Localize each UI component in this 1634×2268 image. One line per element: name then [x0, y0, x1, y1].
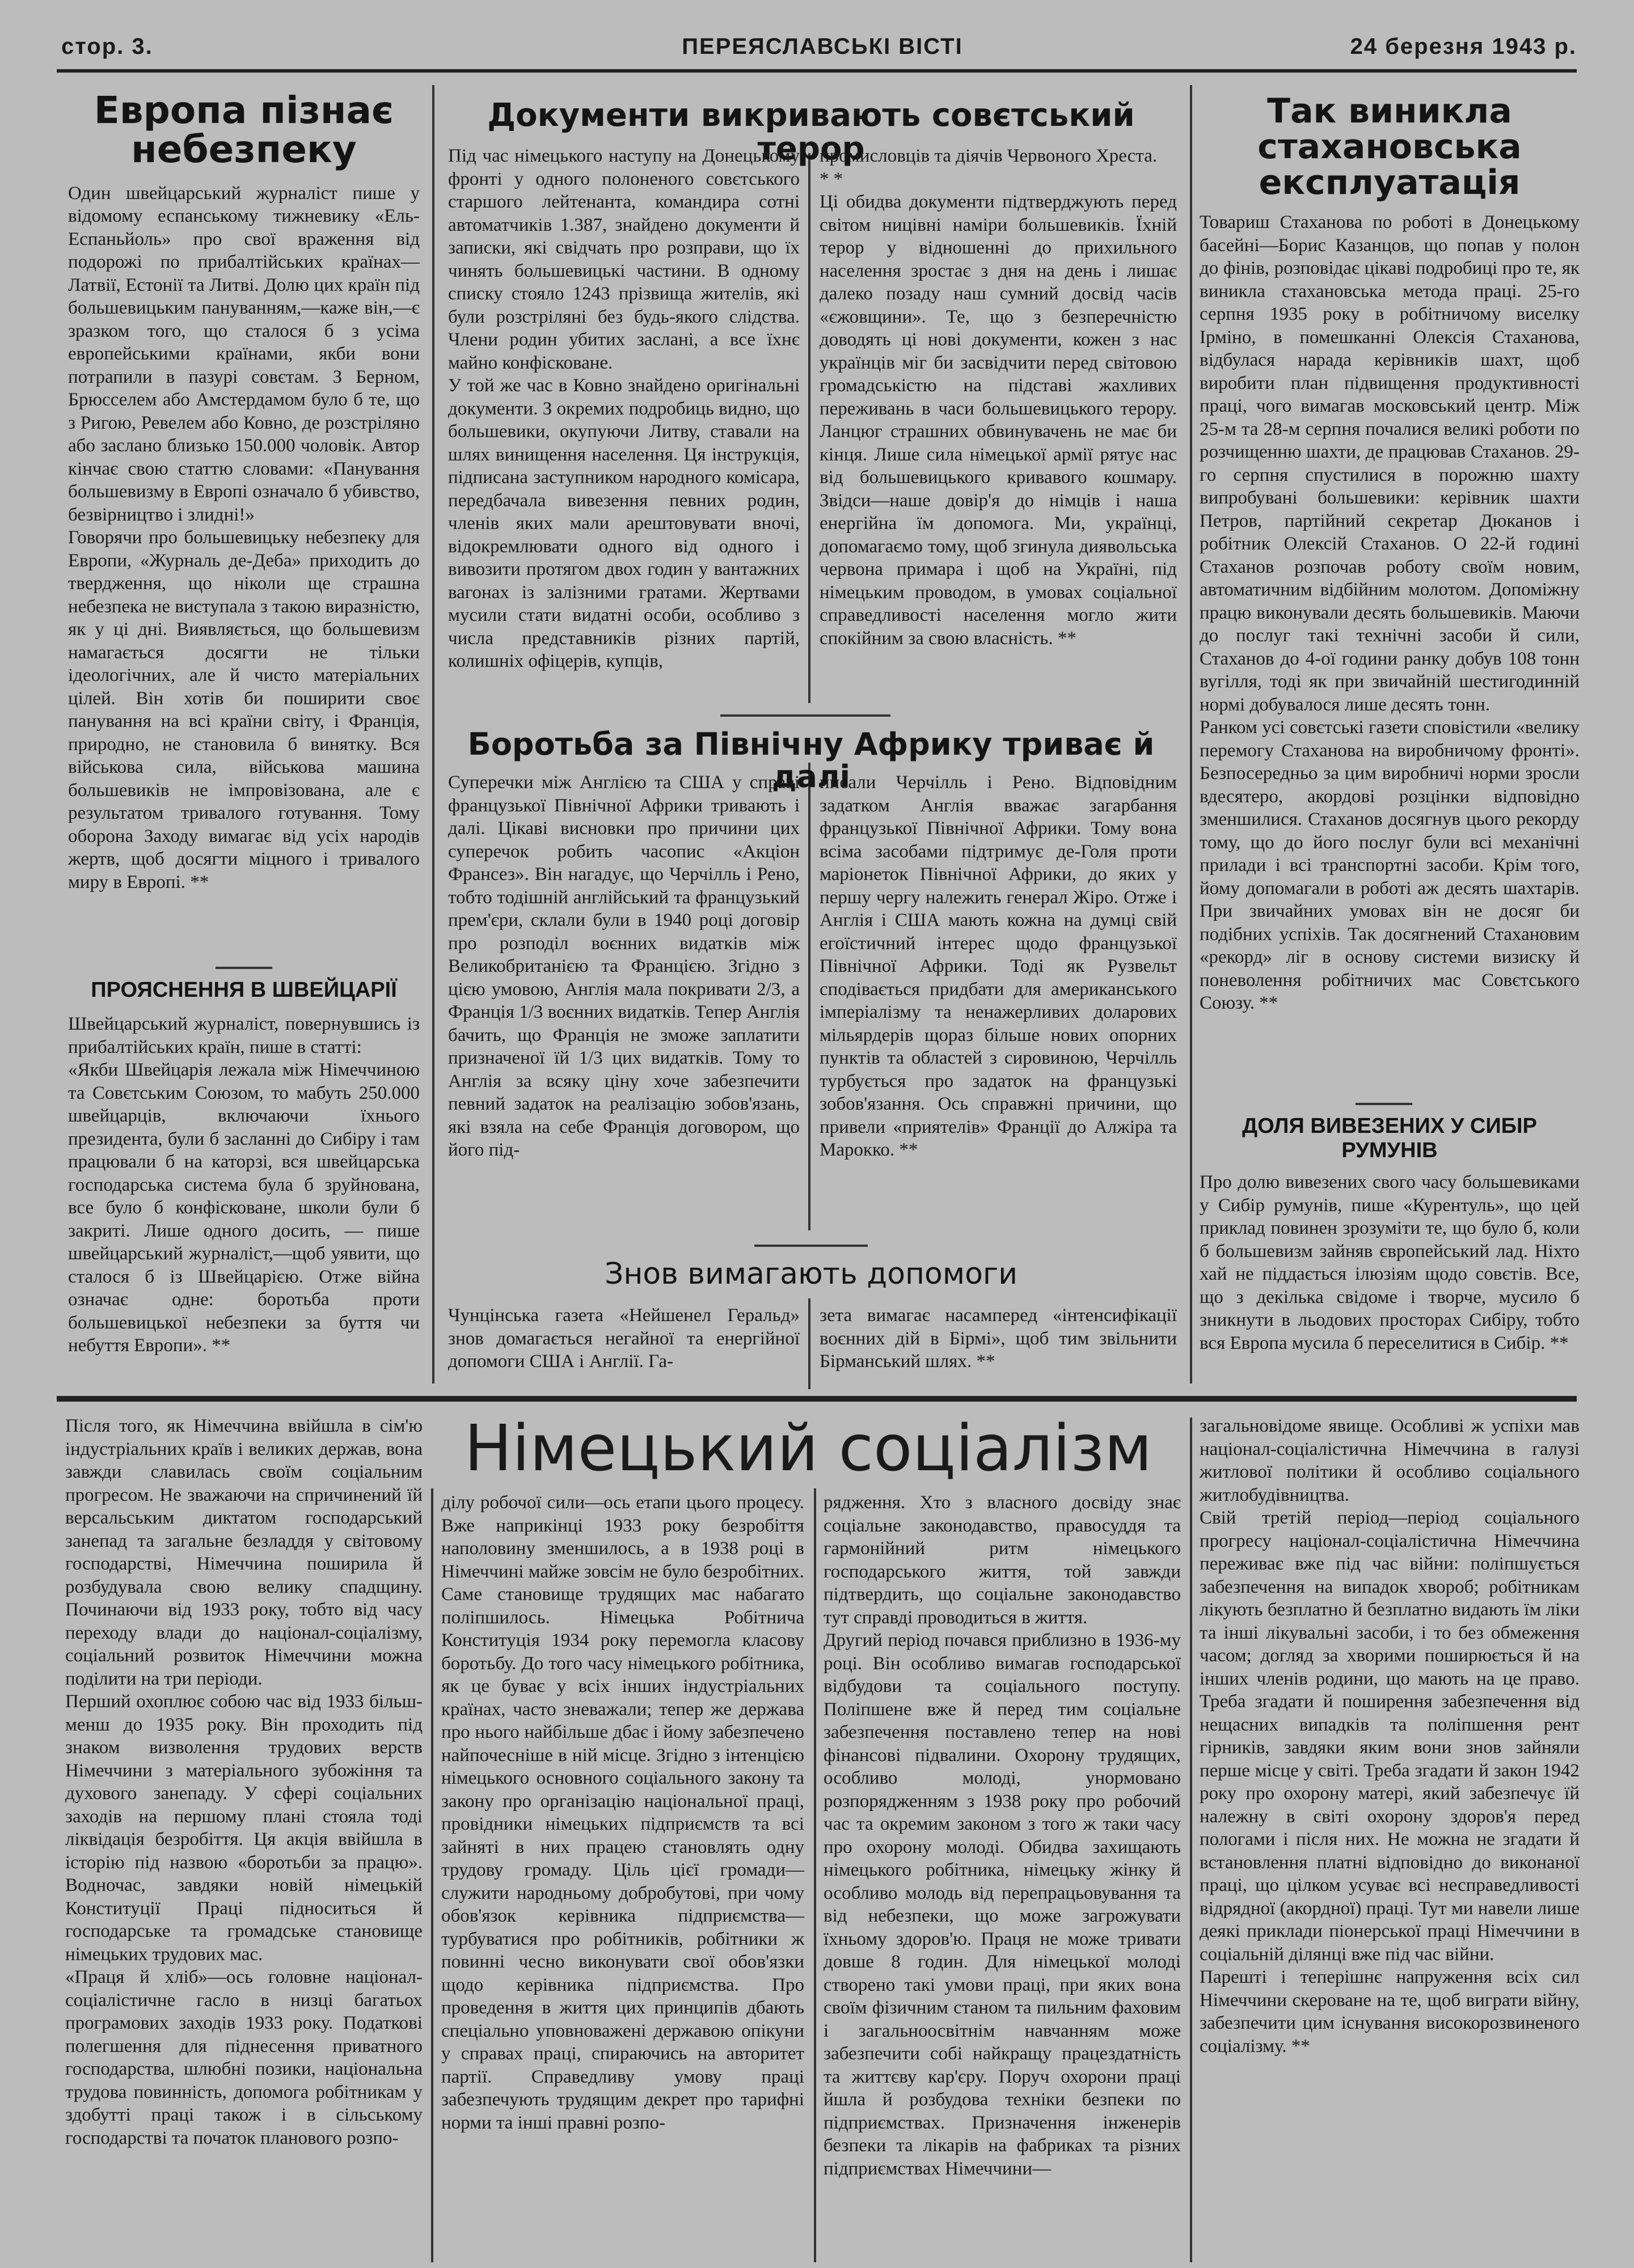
column-rule: [808, 153, 810, 703]
headline-europe: Европа пізнає небезпеку: [94, 88, 394, 172]
column-rule: [1190, 85, 1192, 1383]
headline-north-africa: Боротьба за Північну Африку триває й далі: [467, 726, 1155, 794]
article-body: рядження. Хто з власного досвіду знає соціальне законодавство, правосуддя та гармонійний ритм німецького господарського життя, той завжди підтвердить, що соціальне законодавство тут справді проводиться в життя. Другий період почався приблизно в 1936-му році. Він особливо вимагав господарської відбудови та соціального поступу. Поліпшене вже й перед тим соціальне забезпечення поставлено тепер на нові фінансові підвалини. Охорону трудящих, особливо молоді, унормовано розпорядженням з 1938 року про робочий час та окремим законом з того ж таки часу про охорону молоді. Обидва захищають німецького робітника, німецьку жінку й особливо молодь від перепрацьовування та від небезпеки, що може загрожувати їхньому здоров'ю. Праця не може тривати довше 8 годин. Для німецької молоді створено такі умови праці, при яких вона своїм фізичним станом та пильним фаховим і загальноосвітнім навчанням може забезпечити собі найкращу працездатність та життєву кар'єру. Поруч охорони праці йшла й розбудова техніки безпеки по підприємствах. Призначення інженерів безпеки та лікарів на фабриках та різних підприємствах Німеччини—: [824, 1492, 1181, 2179]
article-body: Про долю вивезених свого часу большевиками у Сибір румунів, пише «Курентуль», що цей приклад повинен зрозуміти те, що було б, коли б большевизм зайняв європейський лад. Ніхто хай не піддається ілюзіям щодо совєтів. Все, що з декілька свідоме і творче, мусило б зникнути в льодових просторах Сибіру, тобто вся Европа мусила б переселитися в Сибір. **: [1200, 1172, 1580, 1353]
article-europe: [68, 88, 420, 894]
headline-german-socialism: Німецький соціалізм: [464, 1412, 1152, 1486]
column-rule: [808, 763, 810, 1230]
article-body: Під час німецького наступу на Донецькому фронті у одного полоненого совєтського старшого лейтенанта, командира сотні автоматчиків 1.387, знайдено документи й записки, які свідчать про розправи, що їх чинять большевицькі частини. В одному списку стояло 1243 прізвища жителів, які були розстріляні без будь-якого слідства. Члени родин убитих заслані, а все їхнє майно конфісковане. У той же час в Ковно знайдено оригінальні документи. З окремих подробиць видно, що большевики, окупуючи Литву, ставали на шлях винищення населення. Ця інструкція, підписана заступником народного комісара, передбачала вивезення певних родин, членів яких мали арештовувати вночі, відокремлювати одного від одного і вивозити протягом двох годин у вантажних вагонах із залізними гратами. Жертвами мусили стати видатні особи, особливо з числа представників різних партій, колишніх офіцерів, купців,: [448, 146, 800, 671]
column-rule: [814, 1488, 816, 2262]
column-rule: [432, 85, 434, 1383]
headline-help: Знов вимагають допомоги: [604, 1257, 1018, 1291]
article-stakhanov: [1200, 91, 1580, 1015]
article-body: загальновідоме явище. Особливі ж успіхи мав націонал-соціалістична Німеччина в галузі житлової політики й особливо соціального житлобудівництва. Свій третій період—період соціального прогресу націонал-соціалістична Німеччина переживає вже під час війни: поліпшується забезпечення на випадок хвороб; робітникам лікують безплатно й безплатно видають їм ліки та інші лікувальні засоби, і то без обмеження часом; догляд за хворими поширюється й на інших членів родини, що мають на це право. Треба згадати й поширення забезпечення від нещасних випадків та поліпшення рент гірників, завдяки яким вони знов зайняли перше місце у світі. Треба згадати й закон 1942 року про охорону матері, який забезпечує їй належну в світі охорону здоров'я перед пологами і після них. Не можна не згадати й встановлення платні відповідно до виконаної праці, що цілком усуває всі несправедливості відрядної (акордної) праці. Тут ми навели лише деякі приклади піонерської праці Німеччини в соціальній ділянці вже під час війни. Парешті і теперішнє напруження всіх сил Німеччини скероване на те, щоб виграти війну, забезпечити цим існування високорозвиненого соціалізму. **: [1200, 1416, 1580, 2057]
article-body: писали Черчілль і Рено. Відповідним задатком Англія вважає загарбання французької Північної Африки. Тому вона всіма засобами підтримує де-Голя проти маріонеток Північної Африки, до яких у першу чергу належить генерал Жіро. Отже і Англія і США мають кожна на думці свій егоїстичний інтерес щодо французької Північної Африки. Тоді як Рузвельт сподівається придбати для американського імперіалізму та ненажерливих доларових мільярдерів щораз більше нових опорних пунктів та областей з сировиною, Черчілль турбується про задаток на французькі зобов'язання. Ось справжні причини, що привели «приятелів» Франції до Алжіра та Марокко. **: [820, 772, 1177, 1160]
subhead-romanians: ДОЛЯ ВИВЕЗЕНИХ У СИБІР РУМУНІВ: [1242, 1114, 1537, 1162]
article-romanians: [1200, 1114, 1580, 1355]
article-body: Швейцарський журналіст, повернувшись із прибалтійських країн, пише в статті: «Якби Швейцарія лежала між Німеччиною та Совєтським Союзом, то мабуть 250.000 швейцарців, включаючи їхнього президента, були б засланні до Сибіру і там працювали б на каторзі, вся швейцарська господарська система була б зруйнована, все було б конфісковане, школи були б закриті. Лише одного досить, — пише швейцарський журналіст,—щоб уявити, що сталося б із Швейцарією. Отже війна означає одне: боротьба проти большевицької небезпеки за буття чи небуття Европи». **: [68, 1014, 420, 1356]
article-body: ділу робочої сили—ось етапи цього процесу. Вже наприкінці 1933 року безробіття наполовину зменшилось, а в 1938 році в Німеччині майже зовсім не було безробітних. Саме становище трудящих мас набагато поліпшилось. Німецька Робітнича Конституція 1934 року перемогла класову боротьбу. До того часу німецького робітника, як це буває у всіх інших індустріальних країнах, часто зневажали; тепер же держава про нього найбільше дбає і йому забезпечено найпочесніше в ній місце. Згідно з інтенцією німецького основного соціального закону та закону про організацію національної праці, провідники німецьких підприємств та всі зайняті в них працею становлять одну трудову громаду. Ціль цієї громади—служити народньому добробутові, при чому обов'язок керівника підприємства—турбуватися про робітників, робітники ж повинні чесно виконувати свої обов'язки щодо керівника підприємства. Про проведення в життя цих принципів дбають спеціально уповноважені державою опікуни у справах праці, спираючись на авторитет партії. Справедливу умову праці забезпечують трудящим декрет про тарифні норми та інші правні розпо-: [441, 1492, 804, 2133]
headline-stakhanov: Так виникла стахановська експлуатація: [1257, 91, 1522, 202]
issue-date: 24 березня 1943 р.: [1350, 34, 1577, 59]
article-body: Чунцінська газета «Нейшенел Геральд» знов домагається негайної та енергійної допомоги США і Англії. Га-: [448, 1305, 800, 1372]
article-body: зета вимагає насамперед «інтенсифікації воєнних дій в Бірмі», щоб тим звільнити Бірманський шлях. **: [820, 1305, 1177, 1372]
separator: [720, 714, 890, 717]
newspaper-name: ПЕРЕЯСЛАВСЬКІ ВІСТІ: [682, 34, 963, 59]
article-body: Суперечки між Англією та США у справі французької Північної Африки тривають і далі. Цікаві висновки про причини цих суперечок робить часопис «Акціон Франсез». Він нагадує, що Черчілль і Рено, тобто тодішній англійський та французький прем'єри, склали були в 1940 році договір про розподіл воєнних видатків між Великобританією та Францією. Згідно з цією умовою, Англія мала покривати 2/3, а Франція 1/3 воєнних видатків. Тепер Англія бачить, що Франція не зможе заплатити призначеної їй 1/3 цих видатків. Тому то Англія за всяку ціну хоче забезпечити певний задаток на реалізацію зобов'язань, які взяла на себе Франція договором, що його під-: [448, 772, 800, 1160]
article-body: промисловців та діячів Червоного Хреста. * * Ці обидва документи підтверджують перед світом ницівні наміри большевиків. Їхній терор у відношенні до прихильного населення зростає з дня на день і лишає далеко позаду наш сумний досвід часів «єжовщини». Те, що з безперечністю доводять ці нові документи, кожен з нас українців міг би засвідчити перед світовою громадськістю на підставі жахливих переживань в часи большевицького терору. Ланцюг страшних обвинувачень не має би кінця. Лише сила німецької армії рятує нас від большевицького кривавого кошмару. Звідси—наше довір'я до німців і наша енергійна їм допомога. Ми, українці, допомагаємо тому, щоб згинула диявольська червона примара і щоб на Україні, під німецьким проводом, в умовах соціальної справедливості населення могло жити спокійним за свою власність. **: [820, 146, 1177, 649]
masthead-rule: [57, 69, 1577, 73]
column-rule: [1190, 1417, 1192, 2262]
separator: [216, 967, 272, 969]
headline-documents: Документи викривають совєтський терор: [487, 97, 1135, 167]
article-body: Один швейцарський журналіст пише у відомому еспанському тижневику «Ель-Еспаньйоль» про свої враження від подорожі по прибалтійських країнах—Латвії, Естонії та Литві. Долю цих країн під большевицьким пануванням,—каже він,—є зразком того, що сталося б з усіма европейськими країнами, якби вони потрапили в пазурі совєтам. З Берном, Брюсселем або Амстердамом було б те, що з Ригою, Ревелем або Ковно, де розстріляно або заслано близько 150.000 чоловік. Автор кінчає свою статтю словами: «Панування большевизму в Европі означало б убивство, безвірництво і злидні!» Говорячи про большевицьку небезпеку для Европи, «Журналь де-Деба» приходить до твердження, що ніколи ще страшна небезпека не виступала з такою виразністю, як у ці дні. Виявляється, що большевизм намагається досягти не тільки ідеологічних, але й чисто матеріальних цілей. Він хотів би поширити своє панування на всі країни світу, і Франція, природно, не становила б винятку. Вся військова сила, військова машина большевиків не імпровізована, але є результатом тривалого готування. Тому оборона Заходу вимагає від усіх народів жертв, щоб досягти міцного і тривалого миру в Европі. **: [68, 183, 420, 892]
separator: [754, 1245, 868, 1247]
column-rule: [808, 1298, 810, 1389]
section-rule: [57, 1396, 1577, 1402]
article-body: Товариш Стаханова по роботі в Донецькому басейні—Борис Казанцов, що попав у полон до фінів, розповідає цікаві подробиці про те, як виникла стахановська метода праці. 25-го серпня 1935 року в робітничому виселку Ірміно, в помешканні Олексія Стаханова, відбулася нарада керівників шахт, щоб виробити план підвищення продуктивності праці, чого вимагав московський центр. Між 25-м та 28-м серпня почалися великі роботи по розчищенню шахти, де працював Стаханов. 29-го серпня спустилися в порожню шахту випробувані большевики: керівник шахти Петров, партійний секретар Дюканов і робітник Олексій Стаханов. О 22-й годині Стаханов розпочав роботу своїм новим, автоматичним відбійним молотом. Допоміжну працю виконували десять большевиків. Маючи до послуг такі технічні засоби й сили, Стаханов до 4-ої години ранку добув 108 тонн вугілля, тоді як при звичайній шестигодинній нормі добувалося лише десять тонн. Ранком усі совєтські газети сповістили «велику перемогу Стаханова на виробничому фронті». Безпосередньо за цим виробничі норми зросли вдесятеро, акордові розцінки відповідно зменшилися. Стаханов досягнув цього рекорду тому, що до його послуг були всі механічні прилади і всі транспортні засоби. Крім того, йому допомагали в роботі аж десять шахтарів. При звичайних умовах він не досяг би подібних успіхів. Так досягнений Стахановим «рекорд» ліг в основу системи визиску й поневолення робітничих мас Совєтського Союзу. **: [1200, 212, 1580, 1013]
separator: [1356, 1103, 1412, 1105]
article-body: Після того, як Німеччина ввійшла в сім'ю індустріальних країв і великих держав, вона завжди славилась своїм соціальним прогресом. Не зважаючи на спричинений їй версальським диктатом господарський занепад та загальне безладдя у світовому господарстві, Німеччина поширила й розбудувала свою велику спадщину. Починаючи від 1933 року, тобто від часу переходу влади до націонал-соціалізму, соціальний розвиток Німеччини можна поділити на три періоди. Перший охоплює собою час від 1933 більш-менш до 1935 року. Він проходить під знаком визволення трудових верств Німеччини з матеріального зубожіння та духового занепаду. У сфері соціальних заходів на першому плані стояла тоді ліквідація безробіття. Ця акція ввійшла в історію під назвою «боротьби за працю». Водночас, завдяки новій німецькій Конституції Праці підноситься й господарське та громадське становище німецьких трудових мас. «Праця й хліб»—ось головне націонал-соціалістичне гасло в низці багатьох програмових заходів 1933 року. Податкові полегшення для піднесення приватного господарства, шлюбні позики, національна трудова повинність, допомога робітникам у здобутті праці також і в сільському господарстві та початок планового розпо-: [65, 1416, 423, 2148]
subhead-switzerland: ПРОЯСНЕННЯ В ШВЕЙЦАРІЇ: [91, 978, 397, 1002]
page-number: стор. 3.: [61, 34, 153, 59]
column-rule: [431, 1488, 433, 2262]
article-switzerland: [68, 978, 420, 1357]
